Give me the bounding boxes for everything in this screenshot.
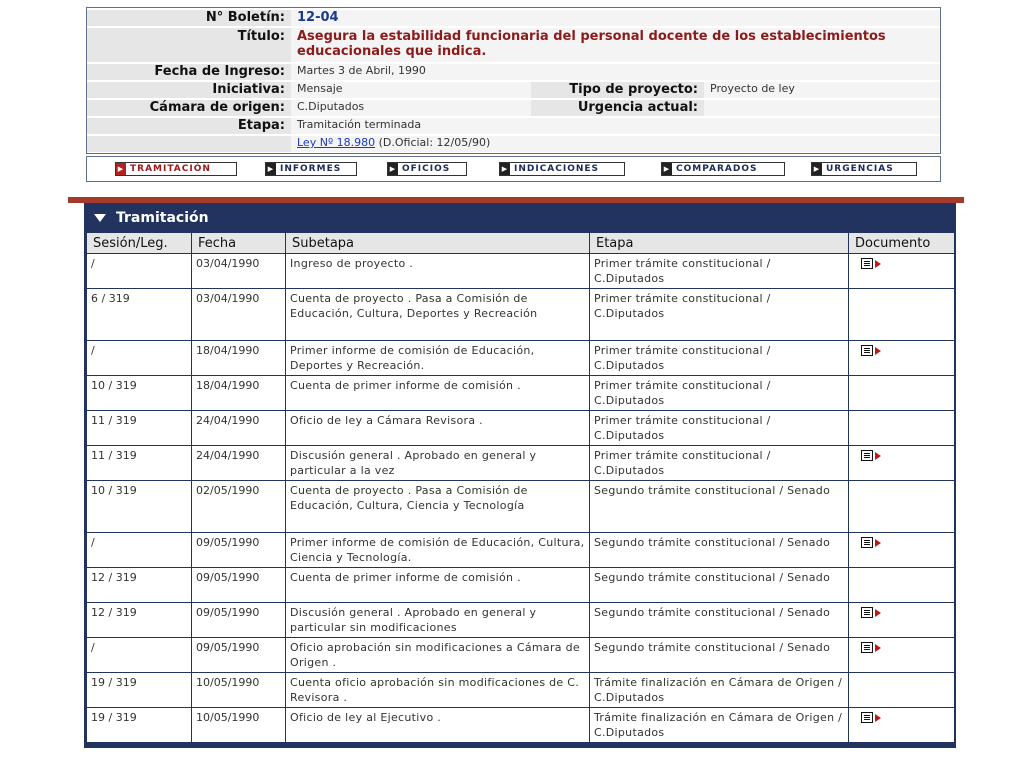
cell-sesion: 19 / 319 (87, 708, 192, 743)
col-header-documento: Documento (849, 233, 955, 254)
cell-documento (849, 289, 955, 341)
tab-label: COMPARADOS (676, 164, 758, 174)
cell-etapa: Primer trámite constitucional / C.Diputados (590, 376, 849, 411)
tab-arrow-icon: ▶ (663, 165, 671, 173)
ley-label-empty (87, 136, 291, 152)
document-link[interactable] (861, 607, 881, 618)
table-body (87, 254, 955, 743)
table-row (87, 481, 955, 533)
cell-fecha: 09/05/1990 (192, 568, 286, 603)
col-header-subetapa: Subetapa (286, 233, 590, 254)
tramitacion-table (86, 232, 955, 743)
urgencia-value (704, 100, 940, 116)
cell-sesion: / (87, 254, 192, 289)
document-icon (861, 537, 873, 548)
tab-indicaciones[interactable] (499, 162, 625, 176)
cell-fecha: 02/05/1990 (192, 481, 286, 533)
tab-arrow-icon: ▶ (267, 165, 275, 173)
tab-arrow-icon: ▶ (389, 165, 397, 173)
document-icon (861, 712, 873, 723)
titulo-label: Título: (87, 28, 291, 62)
urgencia-label: Urgencia actual: (531, 100, 704, 116)
arrow-right-icon (875, 609, 881, 617)
document-icon (861, 642, 873, 653)
cell-sesion: 6 / 319 (87, 289, 192, 341)
document-link[interactable] (861, 258, 881, 269)
tab-arrow-icon: ▶ (117, 165, 125, 173)
cell-subetapa: Primer informe de comisión de Educación, Deportes y Recreación. (286, 341, 590, 376)
info-row-camara (87, 100, 940, 116)
tab-oficios[interactable] (387, 162, 467, 176)
cell-sesion: / (87, 638, 192, 673)
tipo-value: Proyecto de ley (704, 82, 940, 98)
cell-documento (849, 603, 955, 638)
cell-documento (849, 341, 955, 376)
info-row-etapa (87, 118, 940, 134)
iniciativa-value: Mensaje (291, 82, 531, 98)
document-link[interactable] (861, 345, 881, 356)
cell-sesion: 12 / 319 (87, 568, 192, 603)
cell-subetapa: Cuenta de primer informe de comisión . (286, 376, 590, 411)
cell-etapa: Segundo trámite constitucional / Senado (590, 533, 849, 568)
cell-fecha: 24/04/1990 (192, 446, 286, 481)
tab-comparados[interactable] (661, 162, 785, 176)
cell-subetapa: Oficio de ley al Ejecutivo . (286, 708, 590, 743)
table-row (87, 673, 955, 708)
cell-fecha: 09/05/1990 (192, 603, 286, 638)
tramitacion-panel (84, 203, 956, 748)
tab-arrow-icon: ▶ (813, 165, 821, 173)
table-row (87, 708, 955, 743)
section-tabs (86, 156, 941, 182)
bill-info-panel (86, 7, 941, 154)
tab-label: INFORMES (280, 164, 342, 174)
cell-sesion: 10 / 319 (87, 481, 192, 533)
document-link[interactable] (861, 642, 881, 653)
section-title: Tramitación (116, 209, 209, 226)
cell-etapa: Primer trámite constitucional / C.Diputados (590, 289, 849, 341)
camara-label: Cámara de origen: (87, 100, 291, 116)
cell-documento (849, 446, 955, 481)
cell-fecha: 10/05/1990 (192, 708, 286, 743)
cell-etapa: Segundo trámite constitucional / Senado (590, 481, 849, 533)
ley-diario-oficial: (D.Oficial: 12/05/90) (375, 136, 491, 149)
table-row (87, 254, 955, 289)
arrow-right-icon (875, 539, 881, 547)
cell-subetapa: Cuenta de proyecto . Pasa a Comisión de Educación, Cultura, Ciencia y Tecnología (286, 481, 590, 533)
col-header-sesion: Sesión/Leg. (87, 233, 192, 254)
cell-sesion: 12 / 319 (87, 603, 192, 638)
tab-tramitacion[interactable] (115, 162, 237, 176)
arrow-right-icon (875, 644, 881, 652)
fecha-value: Martes 3 de Abril, 1990 (291, 64, 940, 80)
cell-documento (849, 376, 955, 411)
table-row (87, 341, 955, 376)
cell-documento (849, 411, 955, 446)
cell-sesion: 10 / 319 (87, 376, 192, 411)
cell-documento (849, 673, 955, 708)
document-icon (861, 450, 873, 461)
cell-subetapa: Oficio de ley a Cámara Revisora . (286, 411, 590, 446)
cell-etapa: Segundo trámite constitucional / Senado (590, 638, 849, 673)
table-row (87, 289, 955, 341)
etapa-label: Etapa: (87, 118, 291, 134)
document-icon (861, 607, 873, 618)
cell-etapa: Primer trámite constitucional / C.Diputados (590, 254, 849, 289)
table-row (87, 446, 955, 481)
cell-etapa: Trámite finalización en Cámara de Origen / C.Diputados (590, 673, 849, 708)
document-link[interactable] (861, 450, 881, 461)
document-icon (861, 258, 873, 269)
cell-sesion: 19 / 319 (87, 673, 192, 708)
cell-fecha: 03/04/1990 (192, 289, 286, 341)
cell-fecha: 03/04/1990 (192, 254, 286, 289)
col-header-etapa: Etapa (590, 233, 849, 254)
cell-fecha: 09/05/1990 (192, 638, 286, 673)
camara-value: C.Diputados (291, 100, 531, 116)
document-link[interactable] (861, 537, 881, 548)
cell-etapa: Segundo trámite constitucional / Senado (590, 603, 849, 638)
tab-label: INDICACIONES (514, 164, 600, 174)
cell-documento (849, 568, 955, 603)
iniciativa-label: Iniciativa: (87, 82, 291, 98)
cell-documento (849, 533, 955, 568)
collapse-triangle-icon[interactable] (94, 214, 106, 222)
cell-documento (849, 638, 955, 673)
cell-fecha: 24/04/1990 (192, 411, 286, 446)
cell-fecha: 09/05/1990 (192, 533, 286, 568)
boletin-value: 12-04 (291, 10, 940, 26)
info-row-boletin (87, 10, 940, 26)
cell-sesion: / (87, 533, 192, 568)
tipo-label: Tipo de proyecto: (531, 82, 704, 98)
tab-urgencias[interactable] (811, 162, 917, 176)
etapa-value: Tramitación terminada (291, 118, 940, 134)
cell-subetapa: Cuenta de primer informe de comisión . (286, 568, 590, 603)
boletin-label: N° Boletín: (87, 10, 291, 26)
cell-documento (849, 254, 955, 289)
cell-fecha: 18/04/1990 (192, 341, 286, 376)
cell-etapa: Segundo trámite constitucional / Senado (590, 568, 849, 603)
arrow-right-icon (875, 260, 881, 268)
cell-sesion: 11 / 319 (87, 446, 192, 481)
cell-subetapa: Oficio aprobación sin modificaciones a Cámara de Origen . (286, 638, 590, 673)
arrow-right-icon (875, 347, 881, 355)
cell-subetapa: Cuenta de proyecto . Pasa a Comisión de Educación, Cultura, Deportes y Recreación (286, 289, 590, 341)
document-link[interactable] (861, 712, 881, 723)
titulo-value: Asegura la estabilidad funcionaria del personal docente de los establecimientos educacionales que indica. (291, 28, 940, 62)
cell-sesion: / (87, 341, 192, 376)
ley-link[interactable]: Ley Nº 18.980 (297, 136, 376, 149)
table-row (87, 638, 955, 673)
tab-label: OFICIOS (402, 164, 451, 174)
info-row-iniciativa (87, 82, 940, 98)
cell-fecha: 18/04/1990 (192, 376, 286, 411)
table-header-row (87, 233, 955, 254)
cell-subetapa: Discusión general . Aprobado en general y particular sin modificaciones (286, 603, 590, 638)
arrow-right-icon (875, 452, 881, 460)
ley-value (291, 136, 940, 152)
cell-etapa: Primer trámite constitucional / C.Diputados (590, 341, 849, 376)
table-row (87, 376, 955, 411)
tramitacion-header[interactable] (84, 203, 956, 232)
table-row (87, 533, 955, 568)
tab-informes[interactable] (265, 162, 357, 176)
tab-label: TRAMITACIÓN (130, 164, 211, 174)
table-row (87, 568, 955, 603)
table-row (87, 411, 955, 446)
cell-etapa: Primer trámite constitucional / C.Diputados (590, 411, 849, 446)
cell-etapa: Primer trámite constitucional / C.Diputados (590, 446, 849, 481)
table-row (87, 603, 955, 638)
cell-subetapa: Discusión general . Aprobado en general y particular a la vez (286, 446, 590, 481)
col-header-fecha: Fecha (192, 233, 286, 254)
cell-subetapa: Cuenta oficio aprobación sin modificaciones de C. Revisora . (286, 673, 590, 708)
document-icon (861, 345, 873, 356)
tab-arrow-icon: ▶ (501, 165, 509, 173)
tab-label: URGENCIAS (826, 164, 894, 174)
cell-sesion: 11 / 319 (87, 411, 192, 446)
cell-etapa: Trámite finalización en Cámara de Origen / C.Diputados (590, 708, 849, 743)
cell-documento (849, 481, 955, 533)
fecha-label: Fecha de Ingreso: (87, 64, 291, 80)
cell-subetapa: Primer informe de comisión de Educación, Cultura, Ciencia y Tecnología. (286, 533, 590, 568)
info-row-fecha (87, 64, 940, 80)
info-row-titulo (87, 28, 940, 62)
cell-documento (849, 708, 955, 743)
arrow-right-icon (875, 714, 881, 722)
cell-fecha: 10/05/1990 (192, 673, 286, 708)
cell-subetapa: Ingreso de proyecto . (286, 254, 590, 289)
info-row-ley (87, 136, 940, 152)
